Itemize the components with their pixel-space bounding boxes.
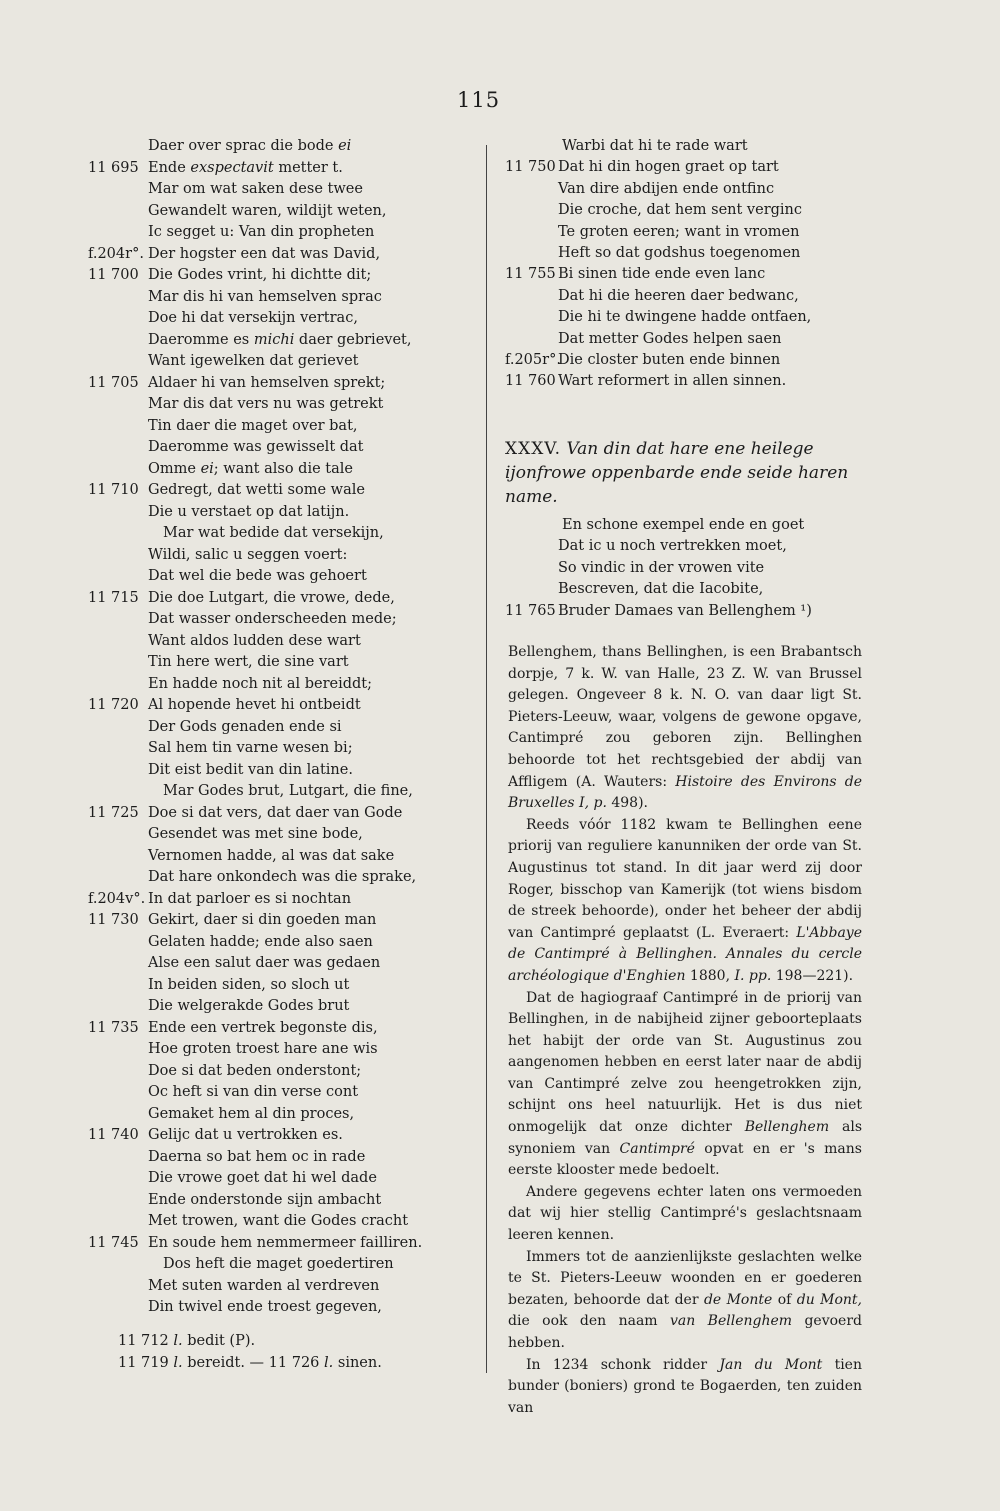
verse-text: Dos heft die maget goedertiren [163, 1256, 394, 1272]
line-number: 11 750 [505, 159, 556, 176]
verse-line [88, 265, 438, 287]
line-number: 11 700 [88, 267, 139, 283]
verse-text: Der hogster een dat was David, [148, 245, 381, 262]
verse-line [88, 244, 438, 266]
verse-text: Mar Godes brut, Lutgart, die fine, [163, 783, 413, 799]
verse-line [88, 1168, 438, 1190]
verse-text: Van dire abdijen ende ontfinc [558, 180, 775, 197]
verse-line [88, 781, 438, 803]
verse-line [88, 1276, 438, 1298]
verse-text: Mar wat bedide dat versekijn, [163, 525, 384, 541]
verse-text: Bruder Damaes van Bellenghem ¹) [558, 602, 812, 619]
verse-line [88, 824, 438, 846]
footnote-line-2: 11 719 l. bereidt. — 11 726 l. sinen. [118, 1355, 382, 1371]
column-divider [486, 145, 487, 1373]
chapter-heading [505, 437, 865, 509]
verse-text: Daer over sprac die bode ei [148, 138, 352, 154]
verse-text: Dat wasser onderscheeden mede; [148, 611, 397, 627]
verse-text: Die Godes vrint, hi dichtte dit; [148, 267, 372, 283]
verse-text: Ic segget u: Van din propheten [148, 224, 375, 240]
verse-line [505, 307, 865, 328]
verse-text: Want igewelken dat gerievet [148, 353, 359, 369]
verse-text: Dit eist bedit van din latine. [148, 761, 353, 778]
line-number: 11 705 [88, 374, 139, 391]
verse-text: Doe hi dat versekijn vertrac, [148, 310, 358, 326]
verse-text: Ende een vertrek begonste dis, [148, 1019, 378, 1036]
verse-text: Doe si dat vers, dat daer van Gode [148, 804, 403, 821]
verse-text: Gemaket hem al din proces, [148, 1105, 355, 1122]
verse-line [505, 601, 865, 622]
verse-text: Bescreven, dat die Iacobite, [558, 581, 764, 598]
commentary-paragraph: Reeds vóór 1182 kwam te Bellinghen eene priorij van reguliere kanunniken der orde van St. Augustinus tot stand. In dit jaar werd zij door Roger, bisschop van Kamerijk (tot wiens bisdom de streek behoorde), onder het beheer der abdij van Cantimpré geplaatst (L. Everaert: L'Abbaye de Cantimpré à Bellinghen. Annales du cercle archéologique d'Enghien 1880, I. pp. 198—221). [508, 816, 862, 984]
verse-line [88, 480, 438, 502]
verse-text: Die closter buten ende binnen [558, 351, 781, 368]
verse-line [88, 222, 438, 244]
verse-line [88, 373, 438, 395]
verse-text: Daerna so bat hem oc in rade [148, 1148, 366, 1165]
verse-line [88, 287, 438, 309]
verse-text: En hadde noch nit al bereiddt; [148, 675, 372, 692]
verse-text: En schone exempel ende en goet [562, 517, 805, 533]
line-number: 11 745 [88, 1234, 139, 1251]
verse-text: Daeromme was gewisselt dat [148, 439, 364, 455]
line-number: 11 695 [88, 159, 139, 176]
commentary-paragraph: Andere gegevens echter laten ons vermoeden dat wij hier stellig Cantimpré's geslachtsnaam leeren kennen. [508, 1183, 862, 1244]
verse-line [88, 136, 438, 158]
footnote-line-1: 11 712 l. bedit (P). [118, 1333, 256, 1349]
verse-text: Gesendet was met sine bode, [148, 826, 363, 842]
verse-line [88, 803, 438, 825]
verse-text: Dat hare onkondech was die sprake, [148, 869, 417, 885]
verse-line [88, 1104, 438, 1126]
verse-line [88, 158, 438, 180]
verse-text: Te groten eeren; want in vromen [558, 223, 800, 240]
verse-line [88, 996, 438, 1018]
verse-line [88, 545, 438, 567]
verse-line [505, 515, 865, 536]
verse-text: Dat ic u noch vertrekken moet, [558, 538, 787, 555]
verse-line [88, 932, 438, 954]
verse-line [88, 1211, 438, 1233]
verse-text: Gelaten hadde; ende also saen [148, 933, 373, 950]
verse-text: Warbi dat hi te rade wart [562, 138, 748, 154]
verse-text: Gedregt, dat wetti some wale [148, 482, 365, 498]
verse-text: In beiden siden, so sloch ut [148, 976, 350, 993]
verse-line [505, 579, 865, 600]
line-number: 11 735 [88, 1019, 139, 1036]
verse-text: Dat hi din hogen graet op tart [558, 159, 779, 176]
verse-line [88, 1254, 438, 1276]
verse-text: Daeromme es michi daer gebrievet, [148, 331, 412, 348]
verse-text: Dat metter Godes helpen saen [558, 330, 782, 347]
verse-text: Gewandelt waren, wildijt weten, [148, 202, 387, 219]
verse-line [505, 371, 865, 392]
verse-line [88, 652, 438, 674]
verse-line [88, 1039, 438, 1061]
verse-text: Hoe groten troest hare ane wis [148, 1041, 378, 1057]
verse-text: Die hi te dwingene hadde ontfaen, [558, 309, 812, 326]
verse-line [88, 1147, 438, 1169]
verse-text: Mar om wat saken dese twee [148, 181, 363, 197]
commentary-paragraph: Dat de hagiograaf Cantimpré in de priorij van Bellinghen, in de nabijheid zijner geboorteplaats het habijt der orde van St. Augustinus zou aangenomen hebben en eerst later naar de abdij van Cantimpré zelve zou heengetrokken zijn, schijnt ons heel natuurlijk. Het is dus niet onmogelijk dat onze dichter Bellenghem als synoniem van Cantimpré opvat en er 's mans eerste klooster mede bedoelt. [508, 989, 862, 1179]
verse-text: Tin here wert, die sine vart [148, 654, 349, 670]
chapter-title-1: Van din dat hare ene heilege [566, 439, 814, 459]
commentary-paragraph: Bellenghem, thans Bellinghen, is een Brabantsch dorpje, 7 k. W. van Halle, 23 Z. W. van Brussel gelegen. Ongeveer 8 k. N. O. van daar ligt St. Pieters-Leeuw, waar, volgens de gewone opgave, Cantimpré zou geboren zijn. Bellinghen behoorde tot het rechtsgebied der abdij van Affligem (A. Wauters: Histoire des Environs de Bruxelles I, p. 498). [508, 644, 862, 812]
verse-line [88, 717, 438, 739]
line-number: 11 720 [88, 697, 139, 713]
verse-text: Gelijc dat u vertrokken es. [148, 1127, 343, 1143]
verse-line [88, 674, 438, 696]
commentary [508, 642, 862, 1419]
commentary-paragraph: In 1234 schonk ridder Jan du Mont tien bunder (boniers) grond te Bogaerden, ten zuiden van [508, 1356, 862, 1416]
line-number: 11 725 [88, 804, 139, 821]
verse-line [505, 264, 865, 285]
verse-line [88, 523, 438, 545]
right-verse-column [505, 136, 865, 393]
verse-text: Ende onderstonde sijn ambacht [148, 1191, 382, 1208]
line-number: 11 765 [505, 602, 556, 619]
verse-text: Met suten warden al verdreven [148, 1277, 380, 1294]
verse-line [88, 760, 438, 782]
verse-line [88, 846, 438, 868]
verse-line [88, 394, 438, 416]
line-number: 11 760 [505, 373, 556, 390]
verse-line [88, 437, 438, 459]
line-number: 11 710 [88, 482, 139, 498]
verse-text: So vindic in der vrowen vite [558, 559, 765, 576]
verse-text: Mar dis dat vers nu was getrekt [148, 396, 384, 412]
verse-text: Al hopende hevet hi ontbeidt [148, 697, 361, 713]
line-number: 11 755 [505, 266, 556, 283]
verse-line [505, 136, 865, 157]
verse-text: Sal hem tin varne wesen bi; [148, 740, 353, 756]
verse-line [505, 558, 865, 579]
verse-text: Der Gods genaden ende si [148, 718, 342, 735]
verse-line [88, 1018, 438, 1040]
verse-line [88, 1297, 438, 1319]
verse-line [88, 609, 438, 631]
verse-line [88, 502, 438, 524]
verse-line [88, 588, 438, 610]
page-number: 115 [457, 88, 501, 112]
verse-text: Wildi, salic u seggen voert: [148, 546, 348, 563]
commentary-paragraph: Immers tot de aanzienlijkste geslachten welke te St. Pieters-Leeuw woonden en er goederen bezaten, behoorde dat der de Monte of du Mont, die ook den naam van Bellenghem gevoerd hebben. [508, 1248, 862, 1351]
verse-text: Die u verstaet op dat latijn. [148, 503, 350, 520]
verse-line [88, 1061, 438, 1083]
line-number: 11 715 [88, 589, 139, 606]
verse-line [505, 200, 865, 221]
verse-text: Dat hi die heeren daer bedwanc, [558, 287, 799, 304]
line-number: 11 730 [88, 912, 139, 928]
verse-line [505, 157, 865, 178]
verse-text: Wart reformert in allen sinnen. [558, 373, 787, 390]
verse-line [505, 286, 865, 307]
left-footnotes [118, 1330, 382, 1374]
verse-text: Die welgerakde Godes brut [148, 998, 350, 1014]
verse-line [505, 536, 865, 557]
verse-text: Din twivel ende troest gegeven, [148, 1299, 382, 1315]
verse-line [88, 1125, 438, 1147]
verse-text: Met trowen, want die Godes cracht [148, 1213, 409, 1229]
left-verse-column [88, 136, 438, 1319]
verse-text: Aldaer hi van hemselven sprekt; [148, 374, 386, 391]
verse-line [88, 910, 438, 932]
verse-text: Die doe Lutgart, die vrowe, dede, [148, 589, 395, 606]
verse-line [88, 566, 438, 588]
verse-text: Gekirt, daer si din goeden man [148, 912, 377, 928]
verse-line [88, 975, 438, 997]
line-number: f.204r°. [88, 245, 144, 262]
verse-line [88, 330, 438, 352]
verse-text: Alse een salut daer was gedaen [148, 955, 381, 971]
verse-line [88, 351, 438, 373]
verse-text: Heft so dat godshus toegenomen [558, 244, 801, 261]
verse-text: Vernomen hadde, al was dat sake [148, 847, 395, 864]
verse-text: Bi sinen tide ende even lanc [558, 266, 766, 283]
verse-text: Dat wel die bede was gehoert [148, 568, 367, 584]
verse-line [88, 1082, 438, 1104]
verse-line [88, 1190, 438, 1212]
verse-line [505, 350, 865, 371]
verse-line [88, 695, 438, 717]
verse-line [88, 867, 438, 889]
verse-line [88, 1233, 438, 1255]
verse-line [88, 179, 438, 201]
verse-line [88, 416, 438, 438]
chapter-title-2: ijonfrowe oppenbarde ende seide haren name. [505, 463, 849, 507]
verse-text: Mar dis hi van hemselven sprac [148, 288, 382, 305]
line-number: f.205r°. [505, 351, 561, 368]
verse-text: Doe si dat beden onderstont; [148, 1062, 362, 1079]
verse-text: In dat parloer es si nochtan [148, 890, 352, 907]
line-number: f.204v°. [88, 890, 146, 907]
verse-text: Omme ei; want also die tale [148, 460, 353, 477]
verse-line [88, 459, 438, 481]
verse-text: Die croche, dat hem sent verginc [558, 202, 803, 219]
verse-line [88, 953, 438, 975]
verse-line [88, 201, 438, 223]
line-number: 11 740 [88, 1127, 139, 1143]
verse-line [88, 889, 438, 911]
verse-line [88, 631, 438, 653]
verse-line [88, 308, 438, 330]
verse-line [505, 179, 865, 200]
verse-line [505, 329, 865, 350]
verse-line [505, 222, 865, 243]
verse-text: Want aldos ludden dese wart [148, 632, 361, 649]
verse-line [88, 738, 438, 760]
verse-text: Tin daer die maget over bat, [148, 417, 358, 434]
verse-text: Ende exspectavit metter t. [148, 159, 343, 176]
chapter-verse [505, 515, 865, 622]
verse-line [505, 243, 865, 264]
verse-text: En soude hem nemmermeer failliren. [148, 1234, 423, 1251]
verse-text: Oc heft si van din verse cont [148, 1084, 359, 1100]
verse-text: Die vrowe goet dat hi wel dade [148, 1170, 377, 1186]
chapter-number: XXXV. [505, 439, 562, 459]
